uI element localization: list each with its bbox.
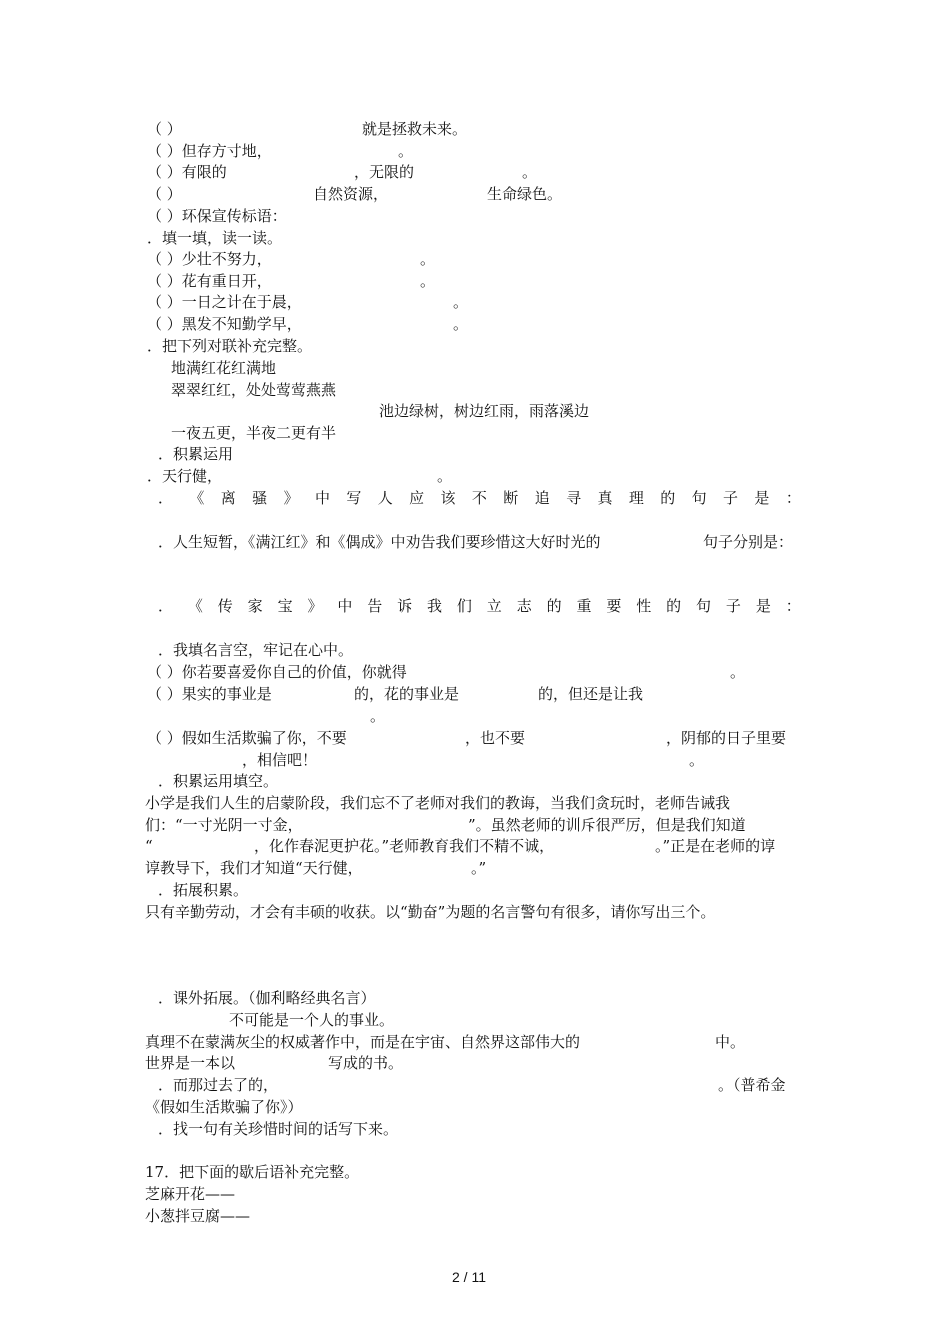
text-line: 。（普希金 xyxy=(718,1076,786,1094)
text-line: 。 xyxy=(398,142,414,160)
text-line: （ ）果实的事业是 xyxy=(147,685,272,703)
text-line: ．填一填，读一读。 xyxy=(147,229,283,247)
text-line: ．天行健， xyxy=(147,467,223,485)
text-line: 。 xyxy=(730,663,746,681)
text-line: （ ） xyxy=(147,120,182,138)
text-line: 中。 xyxy=(715,1033,746,1051)
text-line: （ ）一日之计在于晨， xyxy=(147,293,302,311)
text-line: ．课外拓展。（伽利略经典名言） xyxy=(158,989,376,1007)
text-line: 翠翠红红，处处莺莺燕燕 xyxy=(171,381,337,399)
text-line: 谆教导下，我们才知道“天行健， xyxy=(145,859,363,877)
text-line: 世界是一本以 xyxy=(145,1054,236,1072)
text-line: ． 《 传 家 宝 》 中 告 诉 我 们 立 志 的 重 要 性 的 句 子 是 ： xyxy=(158,597,801,615)
text-line: ，也不要 xyxy=(465,729,526,747)
text-line: ． 《 离 骚 》 中 写 人 应 该 不 断 追 寻 真 理 的 句 子 是 ： xyxy=(158,489,801,507)
text-line: ．找一句有关珍惜时间的话写下来。 xyxy=(158,1120,399,1138)
text-line: （ ） xyxy=(147,185,182,203)
text-line: ，阴郁的日子里要 xyxy=(666,729,787,747)
page-number: 2 / 11 xyxy=(452,1269,486,1285)
text-line: ．积累运用填空。 xyxy=(158,772,279,790)
text-line: （ ）环保宣传标语： xyxy=(147,207,287,225)
text-line: 的，花的事业是 xyxy=(354,685,460,703)
text-line: （ ）少壮不努力， xyxy=(147,250,272,268)
text-line: 地满红花红满地 xyxy=(171,359,277,377)
text-line: 的，但还是让我 xyxy=(538,685,644,703)
text-line: ．人生短暂，《满江红》和《偶成》中劝告我们要珍惜这大好时光的 xyxy=(158,533,601,551)
text-line: ．拓展积累。 xyxy=(158,881,249,899)
text-line: 。”正是在老师的谆 xyxy=(655,837,776,855)
text-line: ．而那过去了的， xyxy=(158,1076,279,1094)
text-line: 。 xyxy=(370,707,386,725)
text-line: 。” xyxy=(471,859,487,877)
text-line: ．我填名言空，牢记在心中。 xyxy=(158,641,354,659)
text-line: 们：“一寸光阴一寸金， xyxy=(145,816,303,834)
text-line: 。 xyxy=(453,293,469,311)
text-line: 不可能是一个人的事业。 xyxy=(229,1011,395,1029)
text-line: 17．把下面的歇后语补充完整。 xyxy=(145,1163,360,1181)
text-line: 。 xyxy=(420,250,436,268)
text-line: ，化作春泥更护花。”老师教育我们不精不诚， xyxy=(254,837,555,855)
text-line: ，相信吧！ xyxy=(242,751,318,769)
text-line: 真理不在蒙满灰尘的权威著作中，而是在宇宙、自然界这部伟大的 xyxy=(145,1033,581,1051)
text-line: 小学是我们人生的启蒙阶段，我们忘不了老师对我们的教诲，当我们贪玩时，老师告诫我 xyxy=(145,794,731,812)
text-line: （ ）假如生活欺骗了你，不要 xyxy=(147,729,347,747)
text-line: 。 xyxy=(453,315,469,333)
text-line: ．把下列对联补充完整。 xyxy=(147,337,313,355)
text-line: ”。虽然老师的训斥很严厉，但是我们知道 xyxy=(468,816,746,834)
text-line: （ ）但存方寸地， xyxy=(147,142,272,160)
text-line: “ xyxy=(145,837,153,855)
text-line: ．积累运用 xyxy=(158,445,234,463)
text-line: 。 xyxy=(437,467,453,485)
text-line: 就是拯救未来。 xyxy=(362,120,468,138)
text-line: 《假如生活欺骗了你》） xyxy=(145,1098,303,1116)
text-line: 。 xyxy=(420,272,436,290)
text-line: 池边绿树，树边红雨，雨落溪边 xyxy=(379,402,590,420)
text-line: （ ）你若要喜爱你自己的价值，你就得 xyxy=(147,663,407,681)
text-line: （ ）黑发不知勤学早， xyxy=(147,315,302,333)
text-line: 自然资源， xyxy=(313,185,389,203)
text-line: 芝麻开花—— xyxy=(145,1185,236,1203)
text-line: 只有辛勤劳动，才会有丰硕的收获。以“勤奋”为题的名言警句有很多，请你写出三个。 xyxy=(145,903,716,921)
text-line: 。 xyxy=(689,751,705,769)
text-line: 。 xyxy=(522,163,538,181)
text-line: ，无限的 xyxy=(354,163,415,181)
text-line: 写成的书。 xyxy=(328,1054,404,1072)
text-line: 小葱拌豆腐—— xyxy=(145,1207,251,1225)
text-line: （ ）有限的 xyxy=(147,163,227,181)
text-line: 生命绿色。 xyxy=(487,185,563,203)
text-line: （ ）花有重日开， xyxy=(147,272,272,290)
text-line: 一夜五更，半夜二更有半 xyxy=(171,424,337,442)
text-line: 句子分别是： xyxy=(703,533,794,551)
